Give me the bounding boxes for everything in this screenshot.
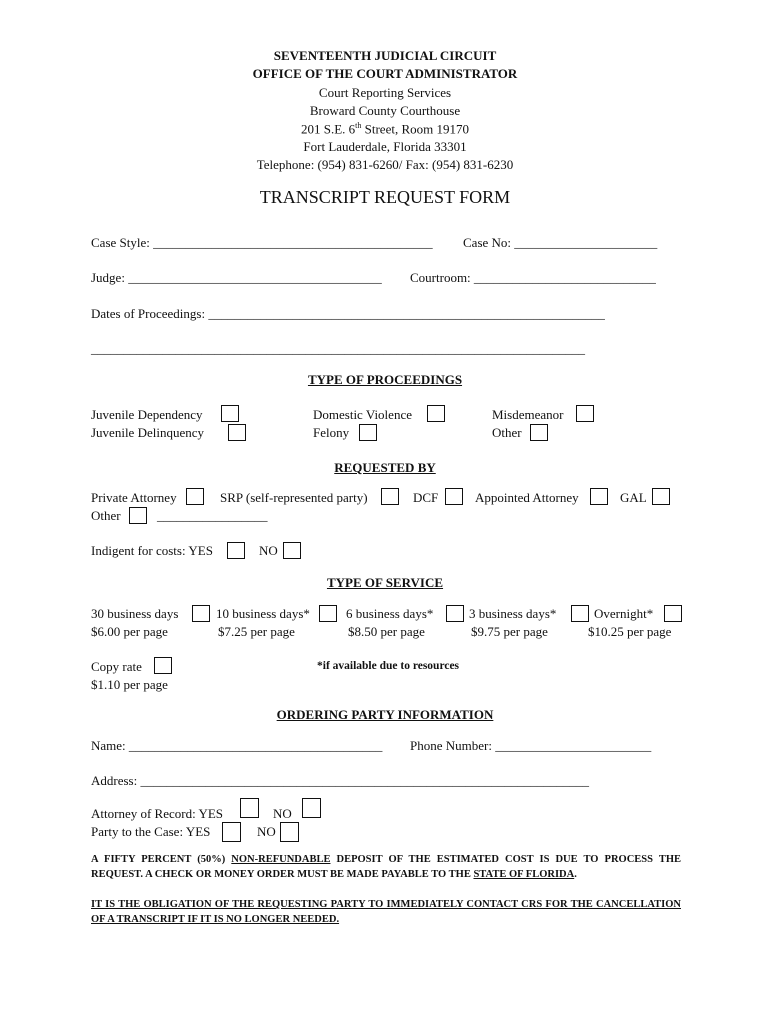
- party-to-case-label: Party to the Case: YES: [91, 824, 211, 839]
- other-proceeding-checkbox[interactable]: [530, 424, 548, 441]
- address-field[interactable]: Address: _____________________________________________________________________: [91, 773, 589, 788]
- private-attorney-label: Private Attorney: [91, 490, 177, 505]
- courthouse-name: Broward County Courthouse: [309, 103, 461, 118]
- service-overnight-checkbox[interactable]: [664, 605, 682, 622]
- service-10-days-label: 10 business days*: [216, 606, 310, 621]
- domestic-violence-checkbox[interactable]: [427, 405, 445, 422]
- juvenile-dependency-label: Juvenile Dependency: [91, 407, 203, 422]
- requested-by-heading: REQUESTED BY: [334, 460, 436, 475]
- other-requester-label: Other: [91, 508, 121, 523]
- service-30-days-price: $6.00 per page: [91, 624, 168, 639]
- party-to-case-no-checkbox[interactable]: [280, 822, 299, 842]
- attorney-of-record-no-checkbox[interactable]: [302, 798, 321, 818]
- copy-rate-price: $1.10 per page: [91, 677, 168, 692]
- felony-checkbox[interactable]: [359, 424, 377, 441]
- indigent-label: Indigent for costs: YES: [91, 543, 213, 558]
- name-field[interactable]: Name: _______________________________________: [91, 738, 383, 753]
- service-overnight-price: $10.25 per page: [588, 624, 672, 639]
- party-to-case-yes-checkbox[interactable]: [222, 822, 241, 842]
- service-6-days-checkbox[interactable]: [446, 605, 464, 622]
- service-10-days-checkbox[interactable]: [319, 605, 337, 622]
- proceedings-heading: TYPE OF PROCEEDINGS: [307, 372, 463, 387]
- dates-of-proceedings-field[interactable]: Dates of Proceedings: _____________________________________________________________: [91, 306, 605, 321]
- misdemeanor-checkbox[interactable]: [576, 405, 594, 422]
- misdemeanor-label: Misdemeanor: [492, 407, 564, 422]
- service-10-days-price: $7.25 per page: [218, 624, 295, 639]
- office-title: OFFICE OF THE COURT ADMINISTRATOR: [252, 66, 518, 81]
- dcf-checkbox[interactable]: [445, 488, 463, 505]
- domestic-violence-label: Domestic Violence: [313, 407, 412, 422]
- other-requester-line[interactable]: _________________: [157, 508, 268, 523]
- circuit-title: SEVENTEENTH JUDICIAL CIRCUIT: [273, 48, 497, 63]
- attorney-of-record-label: Attorney of Record: YES: [91, 806, 224, 821]
- street-address: 201 S.E. 6th Street, Room 19170: [300, 121, 469, 137]
- dates-continuation-line[interactable]: ____________________________________________________________________________: [91, 341, 585, 356]
- service-6-days-label: 6 business days*: [346, 606, 434, 621]
- case-no-field[interactable]: Case No: ______________________: [463, 235, 658, 250]
- service-overnight-label: Overnight*: [594, 606, 654, 621]
- attorney-of-record-yes-checkbox[interactable]: [240, 798, 259, 818]
- appointed-attorney-label: Appointed Attorney: [475, 490, 579, 505]
- srp-checkbox[interactable]: [381, 488, 399, 505]
- service-3-days-label: 3 business days*: [469, 606, 557, 621]
- service-heading: TYPE OF SERVICE: [326, 575, 444, 590]
- indigent-yes-checkbox[interactable]: [227, 542, 245, 559]
- felony-label: Felony: [313, 425, 350, 440]
- other-requester-checkbox[interactable]: [129, 507, 147, 524]
- copy-rate-checkbox[interactable]: [154, 657, 172, 674]
- party-to-case-no-label: NO: [257, 824, 276, 839]
- city-address: Fort Lauderdale, Florida 33301: [303, 139, 467, 154]
- gal-checkbox[interactable]: [652, 488, 670, 505]
- service-3-days-checkbox[interactable]: [571, 605, 589, 622]
- availability-note: *if available due to resources: [317, 660, 460, 672]
- department-name: Court Reporting Services: [318, 85, 452, 100]
- case-style-field[interactable]: Case Style: ___________________________________________: [91, 235, 433, 250]
- ordering-party-heading: ORDERING PARTY INFORMATION: [276, 707, 494, 722]
- indigent-no-label: NO: [259, 543, 278, 558]
- juvenile-delinquency-label: Juvenile Delinquency: [91, 425, 204, 440]
- dcf-label: DCF: [413, 490, 439, 505]
- other-proceeding-label: Other: [492, 425, 522, 440]
- juvenile-dependency-checkbox[interactable]: [221, 405, 239, 422]
- copy-rate-label: Copy rate: [91, 659, 142, 674]
- phone-fax: Telephone: (954) 831-6260/ Fax: (954) 831-6230: [256, 157, 514, 172]
- appointed-attorney-checkbox[interactable]: [590, 488, 608, 505]
- gal-label: GAL: [620, 490, 647, 505]
- phone-number-field[interactable]: Phone Number: ________________________: [410, 738, 652, 753]
- cancellation-notice: IT IS THE OBLIGATION OF THE REQUESTING PARTY TO IMMEDIATELY CONTACT CRS FOR THE CANCELLATION OF A TRANSCRIPT IF IT IS NO LONGER NEEDED.: [91, 899, 681, 925]
- service-30-days-checkbox[interactable]: [192, 605, 210, 622]
- service-30-days-label: 30 business days: [91, 606, 179, 621]
- service-3-days-price: $9.75 per page: [471, 624, 548, 639]
- deposit-notice: A FIFTY PERCENT (50%) NON-REFUNDABLE DEPOSIT OF THE ESTIMATED COST IS DUE TO PROCESS THE REQUEST. A CHECK OR MONEY ORDER MUST BE MADE PAYABLE TO THE STATE OF FLORIDA.: [91, 854, 681, 880]
- srp-label: SRP (self-represented party): [220, 490, 368, 505]
- judge-field[interactable]: Judge: _______________________________________: [91, 270, 382, 285]
- private-attorney-checkbox[interactable]: [186, 488, 204, 505]
- juvenile-delinquency-checkbox[interactable]: [228, 424, 246, 441]
- form-title: TRANSCRIPT REQUEST FORM: [259, 187, 511, 207]
- indigent-no-checkbox[interactable]: [283, 542, 301, 559]
- service-6-days-price: $8.50 per page: [348, 624, 425, 639]
- courtroom-field[interactable]: Courtroom: ____________________________: [410, 270, 656, 285]
- attorney-of-record-no-label: NO: [273, 806, 292, 821]
